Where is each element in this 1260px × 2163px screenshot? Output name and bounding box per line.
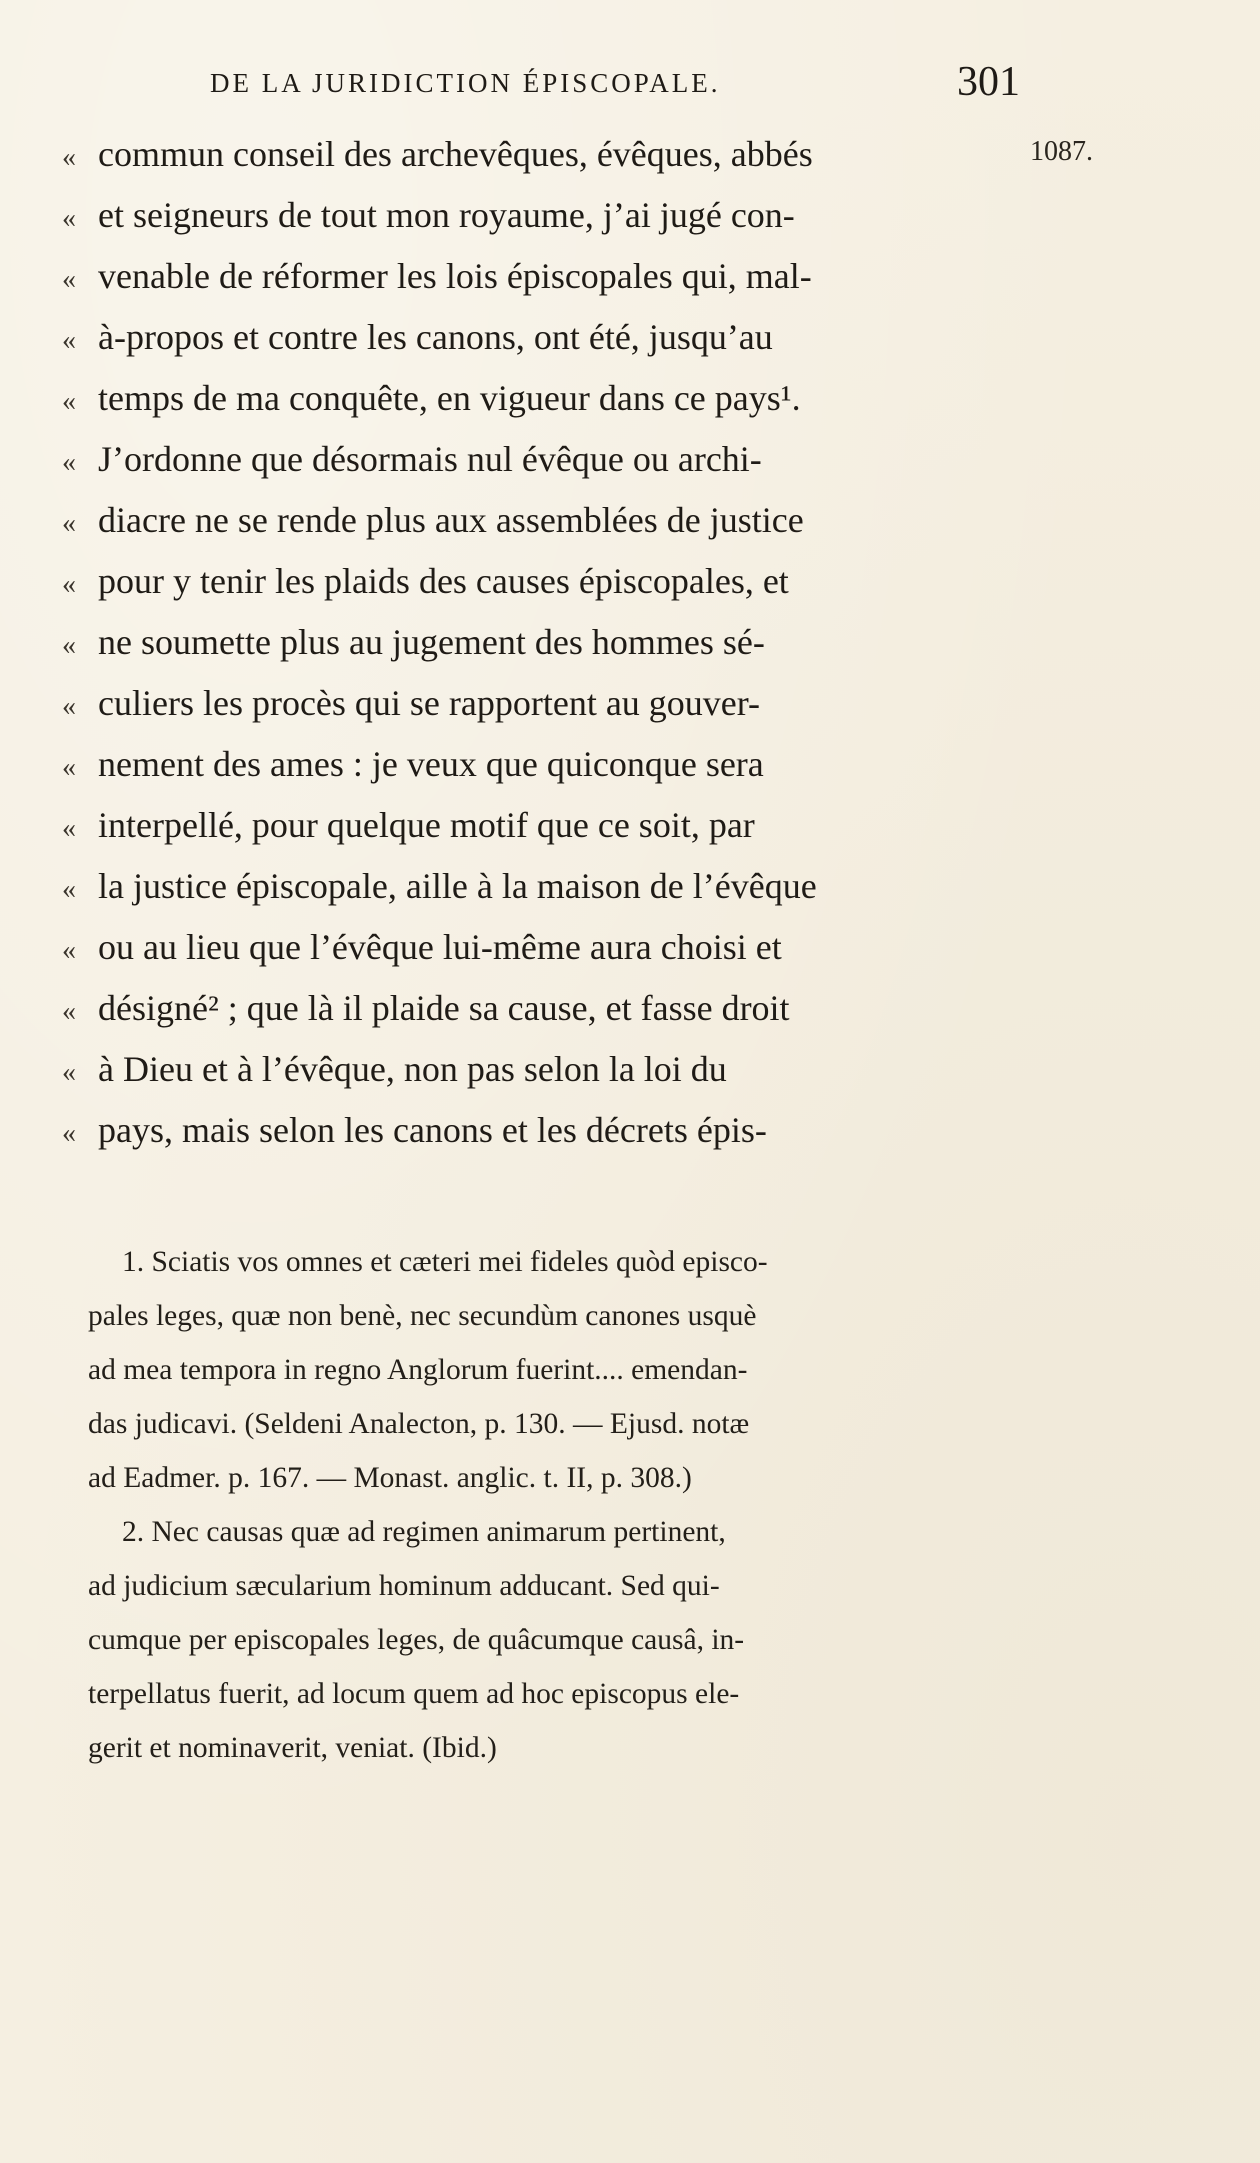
- line-text: la justice épiscopale, aille à la maison de l’évêque: [98, 866, 817, 906]
- footnote-2-line: terpellatus fuerit, ad locum quem ad hoc episcopus ele-: [88, 1678, 740, 1710]
- margin-date: 1087.: [1030, 136, 1093, 167]
- text-line: [62, 490, 1042, 551]
- text-line: [62, 185, 1042, 246]
- line-text: venable de réformer les lois épiscopales qui, mal-: [98, 256, 812, 296]
- line-text: pour y tenir les plaids des causes épiscopales, et: [98, 561, 789, 601]
- text-line: [62, 673, 1042, 734]
- text-line: [62, 1100, 1042, 1161]
- line-text: J’ordonne que désormais nul évêque ou archi-: [98, 439, 762, 479]
- quote-mark: «: [62, 569, 76, 600]
- footnotes: [88, 1235, 1048, 1775]
- quote-mark: «: [62, 1118, 76, 1149]
- quote-mark: «: [62, 935, 76, 966]
- quote-mark: «: [62, 752, 76, 783]
- line-text: à-propos et contre les canons, ont été, jusqu’au: [98, 317, 773, 357]
- footnote-2-line: cumque per episcopales leges, de quâcumque causâ, in-: [88, 1624, 745, 1656]
- line-text: pays, mais selon les canons et les décrets épis-: [98, 1110, 767, 1150]
- footnote-1-line: 1. Sciatis vos omnes et cæteri mei fideles quòd episco-: [122, 1246, 768, 1278]
- quote-mark: «: [62, 325, 76, 356]
- running-head: DE LA JURIDICTION ÉPISCOPALE.: [210, 68, 721, 98]
- text-line: [62, 734, 1042, 795]
- text-line: [62, 307, 1042, 368]
- text-line: [62, 978, 1042, 1039]
- text-line: [62, 429, 1042, 490]
- line-text: interpellé, pour quelque motif que ce soit, par: [98, 805, 755, 845]
- main-text: [62, 124, 1042, 1161]
- footnote-1-line: ad Eadmer. p. 167. — Monast. anglic. t. II, p. 308.): [88, 1462, 692, 1494]
- quote-mark: «: [62, 264, 76, 295]
- text-line: [62, 612, 1042, 673]
- text-line: [62, 551, 1042, 612]
- quote-mark: «: [62, 447, 76, 478]
- quote-mark: «: [62, 630, 76, 661]
- line-text: ne soumette plus au jugement des hommes sé-: [98, 622, 765, 662]
- footnote-2-line: 2. Nec causas quæ ad regimen animarum pertinent,: [122, 1516, 726, 1548]
- quote-mark: «: [62, 508, 76, 539]
- quote-mark: «: [62, 386, 76, 417]
- quote-mark: «: [62, 142, 76, 173]
- line-text: temps de ma conquête, en vigueur dans ce pays¹.: [98, 378, 801, 418]
- line-text: nement des ames : je veux que quiconque sera: [98, 744, 764, 784]
- text-line: [62, 856, 1042, 917]
- page-header: [210, 58, 1020, 118]
- line-text: désigné² ; que là il plaide sa cause, et fasse droit: [98, 988, 790, 1028]
- text-line: [62, 124, 1042, 185]
- quote-mark: «: [62, 691, 76, 722]
- footnote-2-line: gerit et nominaverit, veniat. (Ibid.): [88, 1732, 497, 1764]
- text-line: [62, 368, 1042, 429]
- line-text: diacre ne se rende plus aux assemblées de justice: [98, 500, 804, 540]
- quote-mark: «: [62, 874, 76, 905]
- footnote-2-line: ad judicium sæcularium hominum adducant. Sed qui-: [88, 1570, 720, 1602]
- line-text: à Dieu et à l’évêque, non pas selon la loi du: [98, 1049, 727, 1089]
- quote-mark: «: [62, 813, 76, 844]
- quote-mark: «: [62, 203, 76, 234]
- line-text: culiers les procès qui se rapportent au gouver-: [98, 683, 761, 723]
- footnote-1-line: pales leges, quæ non benè, nec secundùm canones usquè: [88, 1300, 757, 1332]
- line-text: ou au lieu que l’évêque lui-même aura choisi et: [98, 927, 782, 967]
- footnote-1-line: das judicavi. (Seldeni Analecton, p. 130. — Ejusd. notæ: [88, 1408, 750, 1440]
- line-text: commun conseil des archevêques, évêques, abbés: [98, 134, 813, 174]
- footnote-1-line: ad mea tempora in regno Anglorum fuerint.... emendan-: [88, 1354, 748, 1386]
- line-text: et seigneurs de tout mon royaume, j’ai jugé con-: [98, 195, 795, 235]
- text-line: [62, 1039, 1042, 1100]
- text-line: [62, 246, 1042, 307]
- text-line: [62, 917, 1042, 978]
- text-line: [62, 795, 1042, 856]
- quote-mark: «: [62, 1057, 76, 1088]
- quote-mark: «: [62, 996, 76, 1027]
- page-number: 301: [957, 59, 1020, 105]
